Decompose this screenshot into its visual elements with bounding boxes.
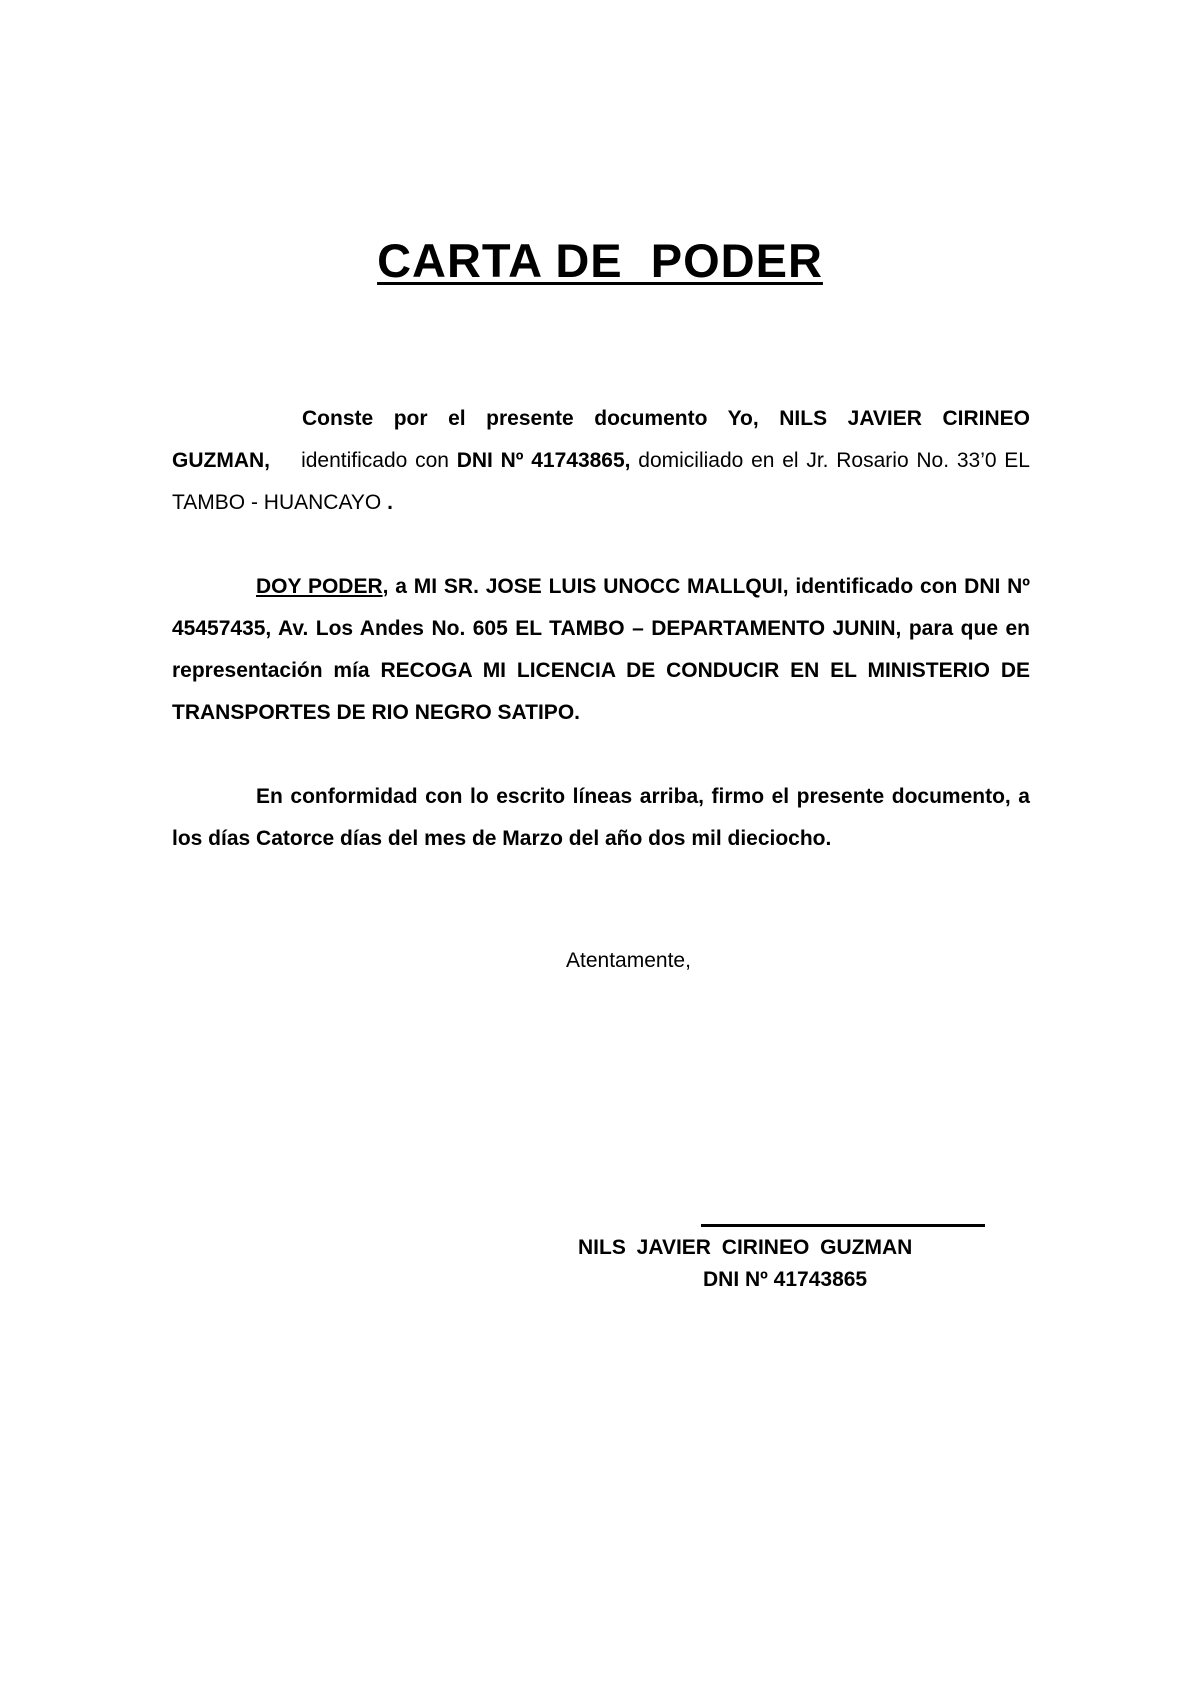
grantor-dni: DNI Nº 41743865, (456, 449, 631, 472)
title-text: CARTA DE PODER (377, 234, 823, 287)
intro-text-b: domiciliado en el Jr. Rosario No. 33’0 EL TAMBO - HUANCAYO (172, 449, 1030, 514)
paragraph-intro (172, 398, 1030, 524)
closing-salutation: Atentamente, (566, 949, 691, 972)
intro-text-a: identificado con (301, 449, 449, 472)
signatory-name: NILS JAVIER CIRINEO GUZMAN (578, 1236, 913, 1259)
signatory-dni: DNI Nº 41743865 (703, 1268, 868, 1291)
signature-line (701, 1224, 985, 1227)
document-title (0, 233, 1200, 288)
grant-heading: DOY PODER (256, 575, 383, 598)
paragraph-grant (172, 566, 1030, 734)
intro-lead: Conste por el presente documento Yo, NILS JAVIER CIRINEO GUZMAN, (172, 407, 1030, 472)
grant-text: , a MI SR. JOSE LUIS UNOCC MALLQUI, identificado con DNI Nº 45457435, Av. Los Andes No. 605 EL TAMBO – DEPARTAMENTO JUNIN, para que en representación mía RECOGA MI LICENCIA DE CONDUCIR EN EL MINISTERIO DE TRANSPORTES DE RIO NEGRO SATIPO. (172, 575, 1030, 724)
paragraph-conformity (172, 776, 1030, 860)
conformity-text: En conformidad con lo escrito líneas arriba, firmo el presente documento, a los días Catorce días del mes de Marzo del año dos mil dieciocho. (172, 785, 1030, 850)
intro-end: . (387, 491, 393, 514)
